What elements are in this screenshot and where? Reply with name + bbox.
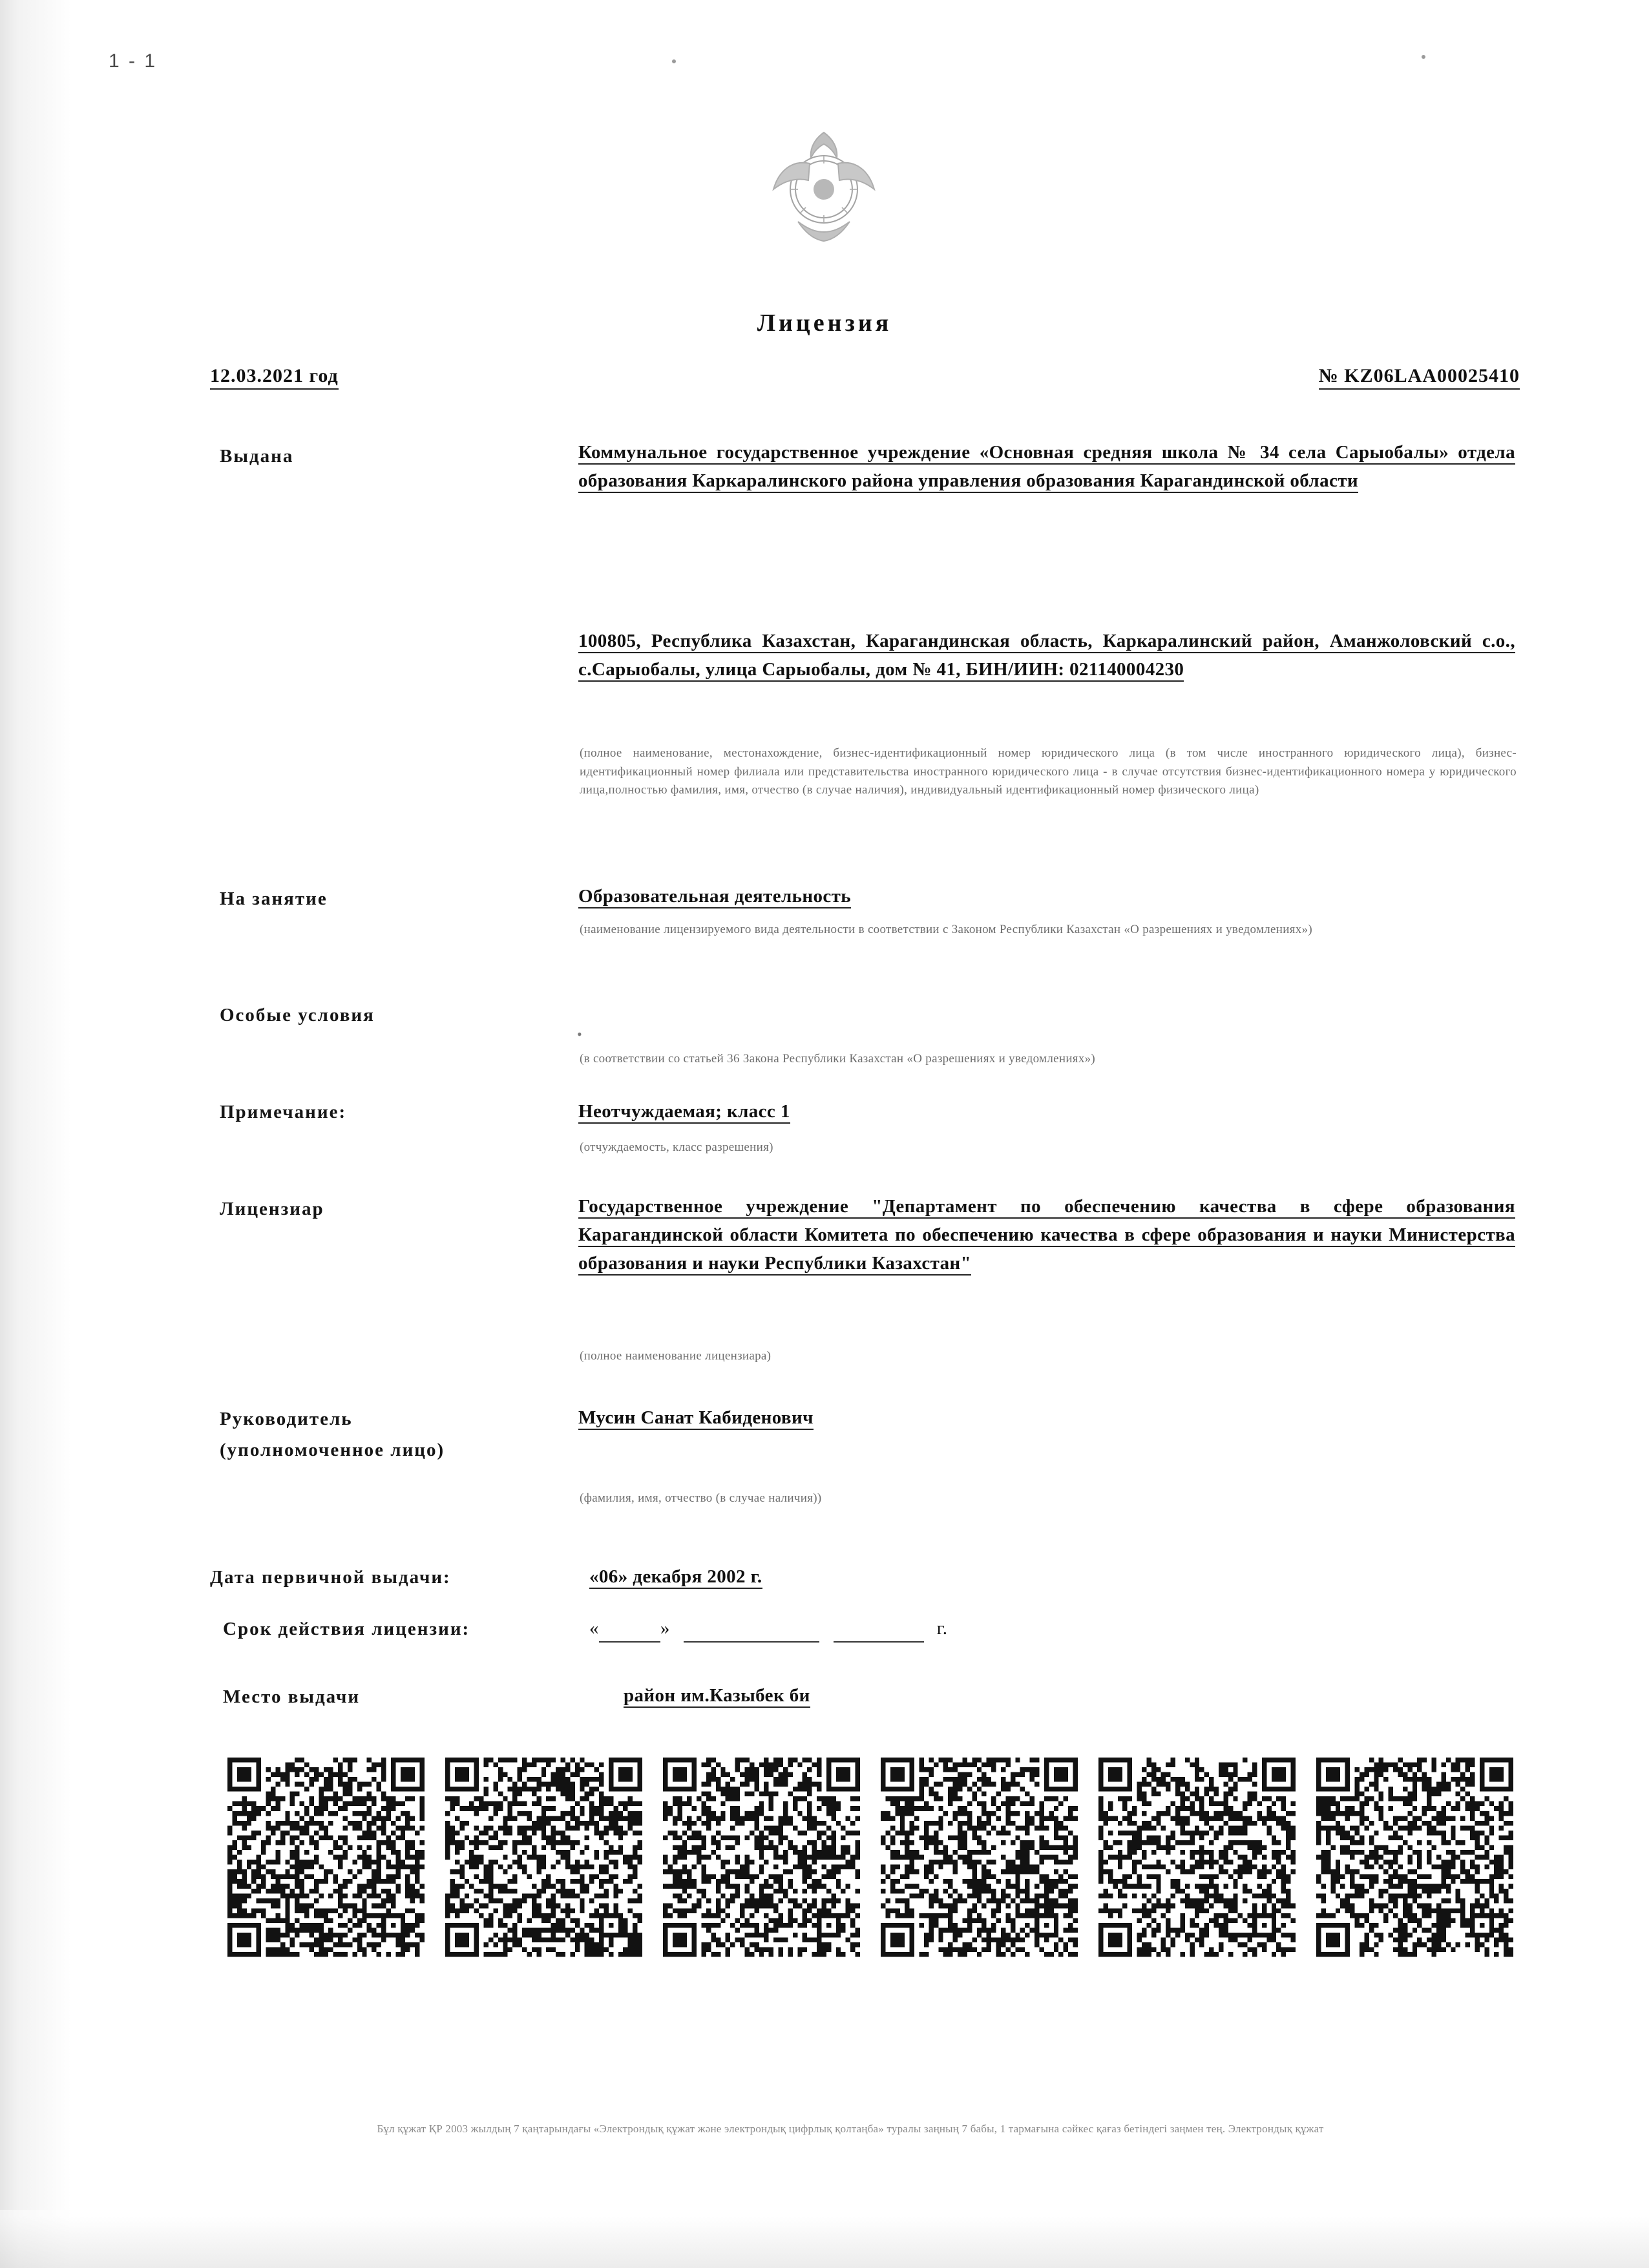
label-head-line1: Руководитель (220, 1409, 353, 1429)
page-marker: 1 - 1 (109, 50, 158, 72)
issued-to-text: Коммунальное государственное учреждение «Основная средняя школа № 34 села Сарыобалы» отдела образования Каркаралинского района управления образования Карагандинской области (578, 442, 1515, 493)
validity-year-blank (834, 1624, 924, 1643)
validity-suffix: » (660, 1618, 670, 1639)
hint-special-conditions: (в соответствии со статьей 36 Закона Республики Казахстан «О разрешениях и уведомлениях») (580, 1052, 1096, 1066)
document-title: Лицензия (757, 310, 892, 337)
qr-code-block (445, 1758, 642, 1971)
scan-speck-top-right (1422, 55, 1425, 59)
validity-tail: г. (936, 1618, 948, 1639)
label-head-line2: (уполномоченное лицо) (220, 1440, 445, 1460)
label-licensor: Лицензиар (220, 1199, 324, 1219)
kazakhstan-emblem-icon (759, 113, 888, 255)
qr-code-block (881, 1758, 1078, 1971)
note-text: Неотчуждаемая; класс 1 (578, 1101, 790, 1124)
license-date: 12.03.2021 год (210, 365, 339, 390)
qr-code-block (1316, 1758, 1513, 1971)
activity-text: Образовательная деятельность (578, 886, 851, 908)
scan-edge-bottom (0, 2210, 1649, 2268)
label-note: Примечание: (220, 1102, 347, 1122)
qr-code-block (1098, 1758, 1296, 1971)
label-activity: На занятие (220, 888, 328, 909)
scan-edge-left (0, 0, 78, 2268)
validity-prefix: « (589, 1618, 599, 1639)
licensor-text: Государственное учреждение "Департамент по обеспечению качества в сфере образования Карагандинской области Комитета по обеспечению качества в сфере образования и науки Министерства образования и науки Республики Казахстан" (578, 1196, 1515, 1276)
value-validity (589, 1614, 1171, 1643)
issued-to-address-text: 100805, Республика Казахстан, Карагандинская область, Каркаралинский район, Аманжоловский с.о., с.Сарыобалы, улица Сарыобалы, дом № 41, БИН/ИИН: 021140004230 (578, 631, 1515, 682)
scan-speck-top-center (672, 59, 676, 63)
footer-legal-note: Бұл құжат ҚР 2003 жылдың 7 қаңтарындағы «Электрондық құжат және электрондық цифрлық қолтаңба» туралы заңның 7 бабы, 1 тармағына сәйкес қағаз бетіндегі заңмен тең. Электрондық құжат (377, 2123, 1324, 2135)
hint-activity: (наименование лицензируемого вида деятельности в соответствии с Законом Республики Казахстан «О разрешениях и уведомлениях») (580, 923, 1312, 936)
qr-code-block (663, 1758, 860, 1971)
label-special-conditions: Особые условия (220, 1005, 375, 1025)
value-place (624, 1681, 1205, 1710)
label-first-issue-date: Дата первичной выдачи: (210, 1567, 451, 1588)
validity-day-blank (599, 1624, 660, 1643)
hint-licensor: (полное наименование лицензиара) (580, 1349, 772, 1363)
value-note (578, 1097, 1515, 1126)
hint-head: (фамилия, имя, отчество (в случае наличия)) (580, 1491, 822, 1505)
value-first-issue-date (589, 1562, 1171, 1591)
hint-note: (отчуждаемость, класс разрешения) (580, 1140, 773, 1154)
value-issued-to (578, 438, 1515, 495)
special-conditions-mark: • (577, 1026, 582, 1042)
hint-issued-to: (полное наименование, местонахождение, бизнес-идентификационный номер юридического лица (в том числе иностранного юридического лица), бизнес-идентификационный номер филиала или представительства иностранного юридического лица - в случае отсутствия бизнес-идентификационного номера у юридического лица,полностью фамилия, имя, отчество (в случае наличия), индивидуальный идентификационный номер физического лица) (580, 746, 1517, 797)
value-activity (578, 882, 1515, 910)
qr-code-block (227, 1758, 425, 1971)
validity-month-blank (684, 1624, 819, 1643)
head-name-text: Мусин Санат Кабиденович (578, 1407, 814, 1430)
first-issue-date-text: «06» декабря 2002 г. (589, 1566, 762, 1589)
qr-code-strip (227, 1758, 1513, 1971)
license-number: № KZ06LAA00025410 (1319, 365, 1520, 390)
value-head (578, 1403, 1515, 1432)
label-place: Место выдачи (223, 1686, 361, 1707)
place-text: район им.Казыбек би (624, 1685, 810, 1708)
value-licensor (578, 1192, 1515, 1277)
label-validity: Срок действия лицензии: (223, 1619, 470, 1639)
label-issued-to: Выдана (220, 446, 294, 467)
value-issued-to-address (578, 627, 1515, 684)
